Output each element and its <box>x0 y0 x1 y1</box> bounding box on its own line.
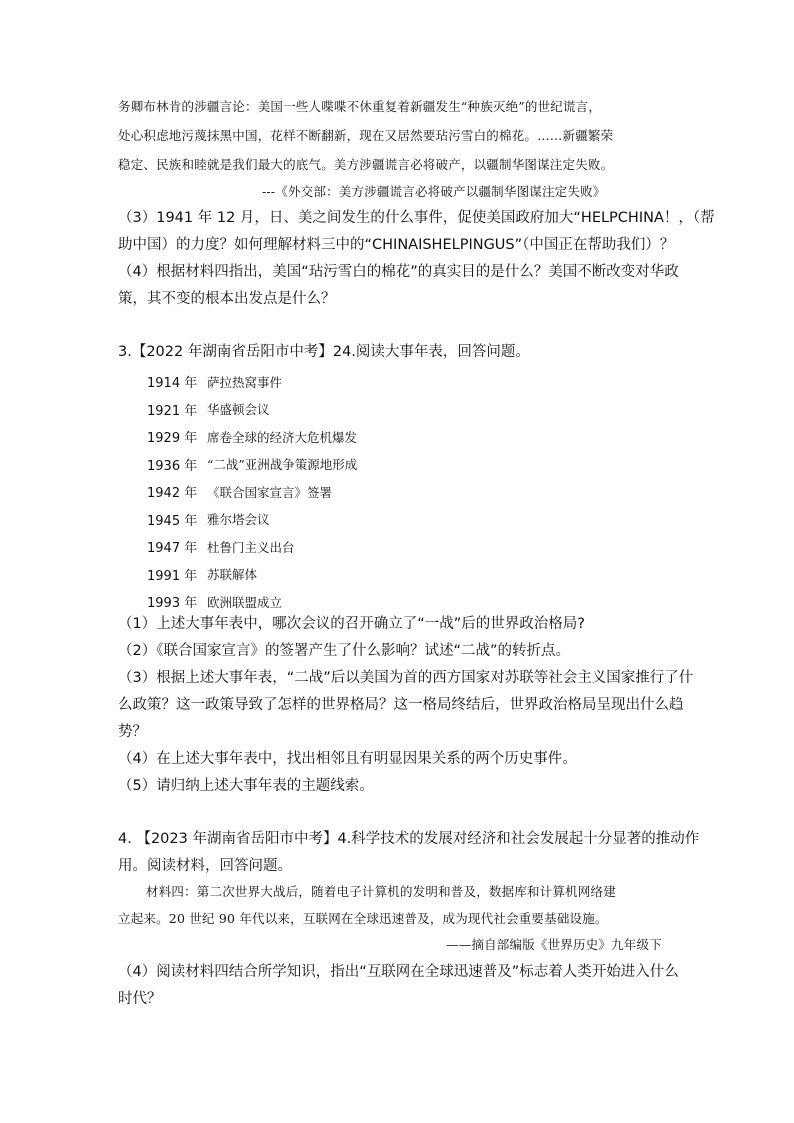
q2-sub3-line2: 助中国）的力度？如何理解材料三中的“CHINAISHELPINGUS”（中国正在帮助我们）？ <box>118 237 675 253</box>
timeline-row <box>147 561 357 589</box>
timeline-year: 1993 年 <box>147 596 198 612</box>
timeline-row <box>147 533 357 561</box>
timeline-event: 萨拉热窝事件 <box>207 374 283 390</box>
q3-sub3-line3: 势？ <box>118 724 147 740</box>
q4-header-line1: 4. 【2023 年湖南省岳阳市中考】4.科学技术的发展对经济和社会发展起十分显著的推动作 <box>118 831 700 847</box>
timeline-event: 欧洲联盟成立 <box>207 594 283 610</box>
timeline-row <box>147 368 357 396</box>
timeline-row <box>147 478 357 506</box>
material-source: ——摘自部编版《世界历史》九年级下 <box>446 937 662 952</box>
material-line: 立起来。20 世纪 90 年代以来，互联网在全球迅速普及，成为现代社会重要基础设施。 <box>118 911 608 926</box>
q2-sub4-line1: （4）根据材料四指出，美国“玷污雪白的棉花”的真实目的是什么？美国不断改变对华政 <box>118 264 679 280</box>
timeline-year: 1921 年 <box>147 403 198 419</box>
q3-sub3-line2: 么政策？这一政策导致了怎样的世界格局？这一格局终结后，世界政治格局呈现出什么趋 <box>118 697 684 713</box>
q2-sub3-line1: （3）1941 年 12 月，日、美之间发生的什么事件，促使美国政府加大“HELPCHINA！，（帮 <box>118 210 715 226</box>
q3-sub4: （4）在上述大事年表中，找出相邻且有明显因果关系的两个历史事件。 <box>118 751 577 767</box>
timeline-event: 杜鲁门主义出台 <box>207 539 295 555</box>
timeline-year: 1945 年 <box>147 513 198 529</box>
timeline-row <box>147 451 357 479</box>
timeline-year: 1947 年 <box>147 541 198 557</box>
timeline-row <box>147 423 357 451</box>
timeline-year: 1991 年 <box>147 568 198 584</box>
timeline-event: 席卷全球的经济大危机爆发 <box>207 429 358 445</box>
material-line: 务卿布林肯的涉疆言论：美国一些人喋喋不休重复着新疆发生“种族灭绝”的世纪谎言， <box>118 99 602 114</box>
timeline-row <box>147 506 357 534</box>
q4-sub4-line2: 时代？ <box>118 991 162 1007</box>
q2-sub4-line2: 策，其不变的根本出发点是什么？ <box>118 291 336 307</box>
q3-sub3-line1: （3）根据上述大事年表，“二战”后以美国为首的西方国家对苏联等社会主义国家推行了什 <box>118 670 694 686</box>
q4-header-line2: 用。阅读材料，回答问题。 <box>118 858 292 874</box>
material-line: 稳定、民族和睦就是我们最大的底气。美方涉疆谎言必将破产，以疆制华图谋注定失败。 <box>118 157 614 172</box>
material-line: 材料四：第二次世界大战后，随着电子计算机的发明和普及，数据库和计算机网络建 <box>146 884 616 899</box>
material-source: ---《外交部：美方涉疆谎言必将破产以疆制华图谋注定失败》 <box>262 184 606 199</box>
q4-sub4-line1: （4）阅读材料四结合所学知识，指出“互联网在全球迅速普及”标志着人类开始进入什么 <box>118 964 679 980</box>
material-line: 处心积虑地污蔑抹黑中国，花样不断翻新，现在又居然要玷污雪白的棉花。……新疆繁荣 <box>118 128 614 143</box>
timeline-event: “二战”亚洲战争策源地形成 <box>207 457 358 473</box>
timeline-event: 华盛顿会议 <box>207 402 270 418</box>
timeline-row <box>147 396 357 424</box>
q3-sub5: （5）请归纳上述大事年表的主题线索。 <box>118 778 374 794</box>
timeline-year: 1936 年 <box>147 458 198 474</box>
timeline-event: 苏联解体 <box>207 567 258 583</box>
timeline-year: 1942 年 <box>147 486 198 502</box>
timeline-event: 《联合国家宣言》签署 <box>207 484 333 500</box>
q3-sub1: （1）上述大事年表中，哪次会议的召开确立了“一战”后的世界政治格局? <box>118 616 585 632</box>
timeline-year: 1929 年 <box>147 431 198 447</box>
timeline-year: 1914 年 <box>147 376 198 392</box>
q3-header: 3.【2022 年湖南省岳阳市中考】24.阅读大事年表，回答问题。 <box>118 344 530 360</box>
q3-sub2: （2）《联合国家宣言》的签署产生了什么影响？试述“二战”的转折点。 <box>118 643 570 659</box>
timeline-table <box>147 368 357 616</box>
timeline-event: 雅尔塔会议 <box>207 512 270 528</box>
